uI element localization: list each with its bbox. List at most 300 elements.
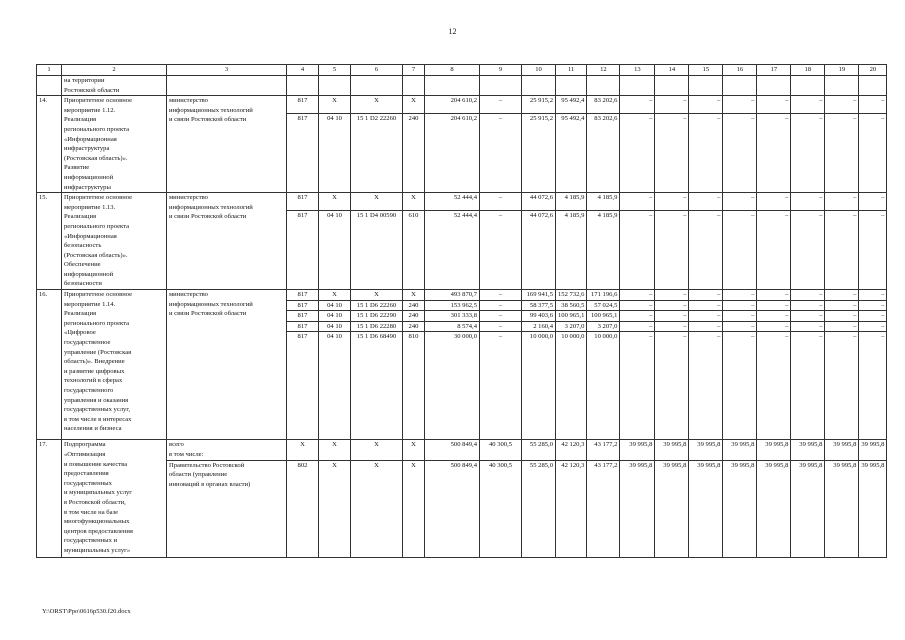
value-cell: – bbox=[757, 300, 791, 311]
value-cell: – bbox=[791, 300, 825, 311]
value-cell: Х bbox=[351, 96, 403, 114]
value-cell: – bbox=[689, 332, 723, 440]
value-cell: – bbox=[480, 311, 522, 322]
value-cell: 39 995,8 bbox=[825, 440, 859, 460]
value-cell: – bbox=[791, 290, 825, 301]
value-cell: – bbox=[791, 211, 825, 290]
value-cell: 171 196,6 bbox=[587, 290, 620, 301]
cell-line: Подпрограмма bbox=[64, 441, 106, 449]
value-cell: 500 849,4 bbox=[425, 460, 480, 557]
value-cell: – bbox=[689, 311, 723, 322]
column-number-header: 18 bbox=[791, 65, 825, 76]
value-cell: – bbox=[757, 96, 791, 114]
activity-name bbox=[62, 290, 167, 440]
empty-cell bbox=[319, 76, 351, 96]
budget-table bbox=[36, 64, 887, 558]
table-row bbox=[37, 193, 887, 211]
value-cell: Х bbox=[287, 440, 319, 460]
value-cell: – bbox=[859, 290, 887, 301]
column-number-header: 17 bbox=[757, 65, 791, 76]
value-cell: 39 995,8 bbox=[620, 460, 655, 557]
cell-line: в том числе на базе bbox=[64, 508, 119, 516]
value-cell: – bbox=[620, 311, 655, 322]
value-cell: 500 849,4 bbox=[425, 440, 480, 460]
value-cell: – bbox=[859, 193, 887, 211]
cell-line: регионального проекта bbox=[64, 125, 130, 133]
value-cell: 4 185,9 bbox=[587, 211, 620, 290]
value-cell: 95 492,4 bbox=[556, 114, 587, 193]
empty-cell bbox=[655, 76, 689, 96]
value-cell: 52 444,4 bbox=[425, 193, 480, 211]
value-cell: 301 333,8 bbox=[425, 311, 480, 322]
row-number: 14. bbox=[37, 96, 62, 193]
value-cell: Х bbox=[319, 440, 351, 460]
cell-line: «Информационная bbox=[64, 135, 117, 143]
table-row bbox=[37, 440, 887, 460]
value-cell: 39 995,8 bbox=[791, 440, 825, 460]
value-cell: 817 bbox=[287, 193, 319, 211]
value-cell: 95 492,4 bbox=[556, 96, 587, 114]
cell-line: информационных технологий bbox=[169, 203, 253, 211]
value-cell: 04 10 bbox=[319, 114, 351, 193]
cell-line: и связи Ростовской области bbox=[169, 310, 247, 318]
executor-name bbox=[167, 193, 287, 290]
value-cell: 25 915,2 bbox=[522, 96, 556, 114]
value-cell: Х bbox=[403, 440, 425, 460]
value-cell: Х bbox=[319, 193, 351, 211]
value-cell: 15 1 D6 22260 bbox=[351, 300, 403, 311]
value-cell: 169 941,5 bbox=[522, 290, 556, 301]
value-cell: 493 870,7 bbox=[425, 290, 480, 301]
cell-line: область)». Внедрение bbox=[64, 358, 125, 366]
value-cell: Х bbox=[403, 193, 425, 211]
empty-cell bbox=[425, 76, 480, 96]
value-cell: 39 995,8 bbox=[655, 440, 689, 460]
cell-line: инфраструктуры bbox=[64, 183, 111, 191]
value-cell: 802 bbox=[287, 460, 319, 557]
value-cell: – bbox=[620, 290, 655, 301]
empty-cell bbox=[167, 76, 287, 96]
column-number-header: 2 bbox=[62, 65, 167, 76]
value-cell: 15 1 D6 22280 bbox=[351, 321, 403, 332]
value-cell: – bbox=[723, 114, 757, 193]
value-cell: – bbox=[825, 96, 859, 114]
value-cell: – bbox=[480, 290, 522, 301]
cell-line: Реализация bbox=[64, 310, 97, 318]
value-cell: – bbox=[825, 311, 859, 322]
cell-line: безопасности bbox=[64, 280, 102, 288]
cell-line: Приоритетное основное bbox=[64, 97, 133, 105]
column-number-header: 9 bbox=[480, 65, 522, 76]
value-cell: – bbox=[689, 114, 723, 193]
value-cell: – bbox=[723, 300, 757, 311]
value-cell: 39 995,8 bbox=[757, 440, 791, 460]
value-cell: 39 995,8 bbox=[689, 440, 723, 460]
value-cell: – bbox=[480, 332, 522, 440]
value-cell: 38 560,5 bbox=[556, 300, 587, 311]
value-cell: Х bbox=[319, 96, 351, 114]
column-number-header: 19 bbox=[825, 65, 859, 76]
value-cell: 39 995,8 bbox=[723, 440, 757, 460]
cell-line: безопасность bbox=[64, 242, 102, 250]
cell-line: и развитие цифровых bbox=[64, 367, 125, 375]
value-cell: – bbox=[689, 300, 723, 311]
cell-line: на территории bbox=[64, 77, 105, 84]
cell-line: центров предоставления bbox=[64, 527, 133, 535]
value-cell: – bbox=[825, 211, 859, 290]
cell-line: Реализация bbox=[64, 116, 97, 124]
table-row bbox=[37, 290, 887, 301]
cell-line: Ростовской области bbox=[64, 86, 120, 94]
value-cell: 15 1 D6 68490 bbox=[351, 332, 403, 440]
cell-line: информационных технологий bbox=[169, 300, 253, 308]
value-cell: Х bbox=[319, 460, 351, 557]
value-cell: – bbox=[825, 321, 859, 332]
value-cell: – bbox=[689, 96, 723, 114]
value-cell: 817 bbox=[287, 211, 319, 290]
value-cell: 39 995,8 bbox=[620, 440, 655, 460]
cell-line: Правительство Ростовской bbox=[169, 461, 245, 469]
subprogram-name bbox=[62, 440, 167, 557]
cell-line: Приоритетное основное bbox=[64, 194, 133, 202]
value-cell: 04 10 bbox=[319, 332, 351, 440]
value-cell: 817 bbox=[287, 321, 319, 332]
value-cell: 39 995,8 bbox=[689, 460, 723, 557]
value-cell: 39 995,8 bbox=[791, 460, 825, 557]
empty-cell bbox=[480, 76, 522, 96]
value-cell: Х bbox=[403, 290, 425, 301]
empty-cell bbox=[587, 76, 620, 96]
value-cell: – bbox=[620, 321, 655, 332]
value-cell: 40 300,5 bbox=[480, 460, 522, 557]
cell-line: Развитие bbox=[64, 164, 90, 172]
value-cell: – bbox=[620, 332, 655, 440]
value-cell: – bbox=[620, 211, 655, 290]
cell-line: Обеспечение bbox=[64, 261, 101, 269]
column-number-header: 16 bbox=[723, 65, 757, 76]
cell-line: «Цифровое bbox=[64, 329, 96, 337]
column-number-header: 3 bbox=[167, 65, 287, 76]
value-cell: Х bbox=[351, 440, 403, 460]
value-cell: 810 bbox=[403, 332, 425, 440]
value-cell: 40 300,5 bbox=[480, 440, 522, 460]
value-cell: 83 202,6 bbox=[587, 114, 620, 193]
value-cell: – bbox=[757, 311, 791, 322]
cell-line: технологий в сферах bbox=[64, 377, 123, 385]
value-cell: 2 160,4 bbox=[522, 321, 556, 332]
executor-name bbox=[167, 460, 287, 557]
value-cell: Х bbox=[319, 290, 351, 301]
cell-line: государственных услуг, bbox=[64, 406, 130, 414]
value-cell: – bbox=[825, 300, 859, 311]
value-cell: Х bbox=[403, 460, 425, 557]
cell-line: (Ростовская область)». bbox=[64, 251, 128, 259]
value-cell: 817 bbox=[287, 311, 319, 322]
value-cell: 42 120,3 bbox=[556, 460, 587, 557]
cell-line: в том числе: bbox=[169, 451, 204, 459]
value-cell: 100 965,1 bbox=[587, 311, 620, 322]
value-cell: – bbox=[480, 96, 522, 114]
cell-line: всего bbox=[169, 441, 184, 449]
value-cell: – bbox=[655, 114, 689, 193]
value-cell: 58 377,5 bbox=[522, 300, 556, 311]
page-number: 12 bbox=[448, 27, 457, 36]
cell-line: министерство bbox=[169, 194, 208, 202]
value-cell: 30 000,0 bbox=[425, 332, 480, 440]
value-cell: – bbox=[757, 290, 791, 301]
value-cell: – bbox=[859, 211, 887, 290]
row-number bbox=[37, 76, 62, 96]
cell-line: государственное bbox=[64, 339, 111, 347]
row-number: 16. bbox=[37, 290, 62, 440]
empty-cell bbox=[287, 76, 319, 96]
value-cell: – bbox=[655, 300, 689, 311]
cell-line: и муниципальных услуг bbox=[64, 489, 132, 497]
cell-line: информационных технологий bbox=[169, 106, 253, 114]
column-number-header: 4 bbox=[287, 65, 319, 76]
value-cell: – bbox=[480, 114, 522, 193]
value-cell: – bbox=[859, 332, 887, 440]
value-cell: – bbox=[859, 96, 887, 114]
header-row bbox=[37, 65, 887, 76]
value-cell: 99 403,6 bbox=[522, 311, 556, 322]
value-cell: – bbox=[791, 96, 825, 114]
value-cell: Х bbox=[351, 290, 403, 301]
value-cell: 25 915,2 bbox=[522, 114, 556, 193]
value-cell: – bbox=[723, 193, 757, 211]
value-cell: 817 bbox=[287, 96, 319, 114]
value-cell: – bbox=[825, 114, 859, 193]
value-cell: Х bbox=[351, 460, 403, 557]
cell-line: предоставления bbox=[64, 470, 109, 478]
column-number-header: 20 bbox=[859, 65, 887, 76]
cell-line: государственных и bbox=[64, 537, 118, 545]
cell-line: и связи Ростовской области bbox=[169, 213, 247, 221]
value-cell: 55 285,0 bbox=[522, 460, 556, 557]
executor-name bbox=[167, 290, 287, 440]
value-cell: – bbox=[689, 193, 723, 211]
cell-line: «Оптимизация bbox=[64, 451, 106, 459]
value-cell: – bbox=[689, 321, 723, 332]
value-cell: 8 574,4 bbox=[425, 321, 480, 332]
value-cell: 04 10 bbox=[319, 300, 351, 311]
value-cell: – bbox=[825, 193, 859, 211]
value-cell: 42 120,3 bbox=[556, 440, 587, 460]
cell-line: в Ростовской области, bbox=[64, 499, 126, 506]
value-cell: 817 bbox=[287, 300, 319, 311]
value-cell: – bbox=[723, 290, 757, 301]
value-cell: 204 610,2 bbox=[425, 96, 480, 114]
value-cell: 817 bbox=[287, 290, 319, 301]
column-number-header: 6 bbox=[351, 65, 403, 76]
table-row bbox=[37, 96, 887, 114]
value-cell: – bbox=[757, 332, 791, 440]
value-cell: 3 207,0 bbox=[587, 321, 620, 332]
value-cell: 04 10 bbox=[319, 311, 351, 322]
value-cell: – bbox=[791, 332, 825, 440]
row-number: 17. bbox=[37, 440, 62, 557]
value-cell: – bbox=[689, 290, 723, 301]
empty-cell bbox=[351, 76, 403, 96]
value-cell: 204 610,2 bbox=[425, 114, 480, 193]
value-cell: 44 072,6 bbox=[522, 211, 556, 290]
cell-line: регионального проекта bbox=[64, 319, 130, 327]
value-cell: – bbox=[723, 96, 757, 114]
cell-line: информационной bbox=[64, 173, 114, 181]
value-cell: 817 bbox=[287, 114, 319, 193]
table-row bbox=[37, 76, 887, 96]
value-cell: 55 285,0 bbox=[522, 440, 556, 460]
value-cell: 3 207,0 bbox=[556, 321, 587, 332]
cell-line: мероприятие 1.13. bbox=[64, 203, 116, 211]
value-cell: 04 10 bbox=[319, 321, 351, 332]
column-number-header: 14 bbox=[655, 65, 689, 76]
column-number-header: 15 bbox=[689, 65, 723, 76]
executor-name bbox=[167, 96, 287, 193]
cell-line: государственных bbox=[64, 479, 112, 487]
value-cell: 44 072,6 bbox=[522, 193, 556, 211]
empty-cell bbox=[556, 76, 587, 96]
value-cell: – bbox=[655, 332, 689, 440]
value-cell: – bbox=[655, 96, 689, 114]
value-cell: – bbox=[859, 114, 887, 193]
value-cell: 240 bbox=[403, 300, 425, 311]
value-cell: 240 bbox=[403, 311, 425, 322]
value-cell: 39 995,8 bbox=[859, 440, 887, 460]
value-cell: – bbox=[757, 114, 791, 193]
value-cell: 39 995,8 bbox=[655, 460, 689, 557]
value-cell: 43 177,2 bbox=[587, 440, 620, 460]
value-cell: 52 444,4 bbox=[425, 211, 480, 290]
empty-cell bbox=[620, 76, 655, 96]
column-number-header: 11 bbox=[556, 65, 587, 76]
value-cell: 152 732,6 bbox=[556, 290, 587, 301]
value-cell: – bbox=[859, 311, 887, 322]
value-cell: 153 962,5 bbox=[425, 300, 480, 311]
cell-line: мероприятие 1.14. bbox=[64, 300, 116, 308]
value-cell: 39 995,8 bbox=[723, 460, 757, 557]
empty-cell bbox=[403, 76, 425, 96]
value-cell: – bbox=[655, 193, 689, 211]
value-cell: – bbox=[620, 193, 655, 211]
value-cell: Х bbox=[403, 96, 425, 114]
value-cell: – bbox=[480, 300, 522, 311]
column-number-header: 7 bbox=[403, 65, 425, 76]
cell-line: Реализация bbox=[64, 213, 97, 221]
row-number: 15. bbox=[37, 193, 62, 290]
value-cell: 39 995,8 bbox=[859, 460, 887, 557]
value-cell: 100 965,1 bbox=[556, 311, 587, 322]
value-cell: – bbox=[757, 193, 791, 211]
value-cell: 10 000,0 bbox=[556, 332, 587, 440]
value-cell: 15 1 D4 00590 bbox=[351, 211, 403, 290]
value-cell: – bbox=[791, 321, 825, 332]
cell-line: населения и бизнеса bbox=[64, 425, 122, 433]
cell-line: и повышение качества bbox=[64, 460, 128, 468]
column-number-header: 10 bbox=[522, 65, 556, 76]
value-cell: – bbox=[480, 211, 522, 290]
value-cell: – bbox=[655, 290, 689, 301]
value-cell: – bbox=[655, 211, 689, 290]
cell-line: (Ростовская область)». bbox=[64, 154, 128, 162]
cell-line: управление (Ростовская bbox=[64, 348, 132, 356]
value-cell: 04 10 bbox=[319, 211, 351, 290]
value-cell: – bbox=[757, 211, 791, 290]
value-cell: – bbox=[791, 193, 825, 211]
cell-line: области (управление bbox=[169, 471, 228, 479]
footer-file-path: Y:\ORST\Ppo\0616p530.f20.docx bbox=[42, 608, 131, 615]
value-cell: 240 bbox=[403, 321, 425, 332]
value-cell: – bbox=[655, 311, 689, 322]
value-cell: – bbox=[620, 114, 655, 193]
value-cell: 43 177,2 bbox=[587, 460, 620, 557]
empty-cell bbox=[522, 76, 556, 96]
value-cell: 39 995,8 bbox=[825, 460, 859, 557]
cell-line: инфраструктура bbox=[64, 145, 110, 153]
cell-line: муниципальных услуг» bbox=[64, 546, 131, 554]
value-cell: – bbox=[825, 290, 859, 301]
value-cell: – bbox=[791, 311, 825, 322]
value-cell: – bbox=[655, 321, 689, 332]
cell-line: и связи Ростовской области bbox=[169, 116, 247, 124]
value-cell: 15 1 D6 22290 bbox=[351, 311, 403, 322]
value-cell: 10 000,0 bbox=[587, 332, 620, 440]
activity-name bbox=[62, 76, 167, 96]
cell-line: управления и оказания bbox=[64, 396, 129, 404]
empty-cell bbox=[757, 76, 791, 96]
cell-line: информационной bbox=[64, 270, 114, 278]
cell-line: многофункциональных bbox=[64, 518, 130, 526]
cell-line: министерство bbox=[169, 291, 208, 299]
value-cell: – bbox=[757, 321, 791, 332]
value-cell: – bbox=[825, 332, 859, 440]
empty-cell bbox=[859, 76, 887, 96]
value-cell: 4 185,9 bbox=[556, 211, 587, 290]
value-cell: 57 024,5 bbox=[587, 300, 620, 311]
cell-line: государственного bbox=[64, 387, 114, 394]
value-cell: – bbox=[723, 321, 757, 332]
value-cell: – bbox=[689, 211, 723, 290]
value-cell: 4 185,9 bbox=[556, 193, 587, 211]
value-cell: – bbox=[723, 332, 757, 440]
cell-line: министерство bbox=[169, 97, 208, 105]
cell-line: «Информационная bbox=[64, 232, 117, 240]
column-number-header: 12 bbox=[587, 65, 620, 76]
empty-cell bbox=[689, 76, 723, 96]
value-cell: 83 202,6 bbox=[587, 96, 620, 114]
cell-line: регионального проекта bbox=[64, 222, 130, 230]
value-cell: – bbox=[480, 321, 522, 332]
empty-cell bbox=[723, 76, 757, 96]
value-cell: 610 bbox=[403, 211, 425, 290]
empty-cell bbox=[825, 76, 859, 96]
empty-cell bbox=[791, 76, 825, 96]
value-cell: – bbox=[859, 300, 887, 311]
value-cell: – bbox=[723, 211, 757, 290]
value-cell: – bbox=[723, 311, 757, 322]
column-number-header: 5 bbox=[319, 65, 351, 76]
value-cell: 15 1 D2 22260 bbox=[351, 114, 403, 193]
value-cell: – bbox=[791, 114, 825, 193]
cell-line: в том числе в интересах bbox=[64, 415, 132, 423]
value-cell: 39 995,8 bbox=[757, 460, 791, 557]
value-cell: 10 000,0 bbox=[522, 332, 556, 440]
activity-name bbox=[62, 96, 167, 193]
cell-line: мероприятие 1.12. bbox=[64, 106, 116, 114]
value-cell: Х bbox=[351, 193, 403, 211]
cell-line: инноваций в органах власти) bbox=[169, 480, 251, 488]
column-number-header: 1 bbox=[37, 65, 62, 76]
